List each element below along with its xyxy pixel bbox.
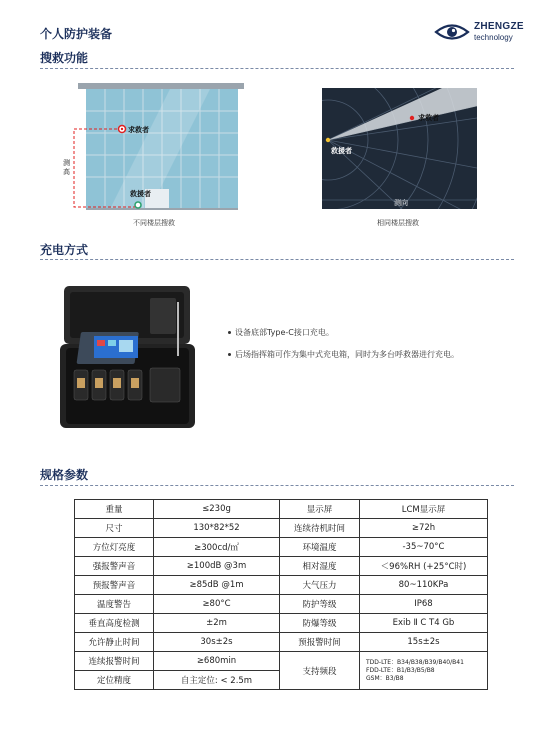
height-measure-label: 测高: [63, 159, 70, 176]
radar-diagram: [322, 88, 477, 209]
target-label: 求救者: [128, 126, 149, 134]
section-divider: [40, 68, 514, 69]
table-row: 强报警声音 ≥100dB @3m 相对湿度 ＜96%RH (+25°C时): [75, 557, 488, 576]
freq-band-values: TDD-LTE：B34/B38/B39/B40/B41 FDD-LTE：B1/B3/B5/B8 GSM：B3/B8: [360, 652, 488, 690]
table-row: 连续报警时间 ≥680min 支持频段 TDD-LTE：B34/B38/B39/B40/B41 FDD-LTE：B1/B3/B5/B8 GSM：B3/B8: [75, 652, 488, 671]
page-title: 个人防护装备: [40, 27, 113, 41]
logo-sub-text: technology: [474, 33, 513, 42]
table-row: 方位灯亮度 ≥300cd/㎡ 环境温度 -35~70°C: [75, 538, 488, 557]
table-row: 垂直高度检测 ±2m 防爆等级 Exib Ⅱ C T4 Gb: [75, 614, 488, 633]
eye-logo-icon: [434, 21, 470, 43]
radar-rescuer-label: 救援者: [331, 147, 352, 155]
section-divider: [40, 259, 514, 260]
radar-target-label: 求救者: [418, 114, 439, 122]
table-row: 预报警声音 ≥85dB @1m 大气压力 80~110KPa: [75, 576, 488, 595]
section-title-charging: 充电方式: [40, 243, 89, 257]
rescuer-label: 救援者: [130, 190, 151, 198]
charging-case-image: [60, 282, 195, 432]
caption-different-floor: 不同楼层搜救: [133, 219, 175, 227]
section-title-search: 搜救功能: [40, 51, 89, 65]
table-row: 温度警告 ≥80°C 防护等级 IP68: [75, 595, 488, 614]
freq-band-label: 支持频段: [280, 652, 360, 690]
spec-table: [74, 499, 488, 690]
building-illustration: [60, 83, 248, 213]
table-row: 允许静止时间 30s±2s 预报警时间 15s±2s: [75, 633, 488, 652]
logo-brand-text: ZHENGZE: [474, 21, 524, 32]
direction-label: 测向: [394, 199, 408, 207]
table-row: 重量 ≤230g 显示屏 LCM显示屏: [75, 500, 488, 519]
section-title-specs: 规格参数: [40, 468, 89, 482]
charging-bullet-1: 设备底部Type-C接口充电。: [228, 327, 334, 338]
building-diagram: [60, 83, 248, 213]
table-row: 尺寸 130*82*52 连续待机时间 ≥72h: [75, 519, 488, 538]
section-divider: [40, 485, 514, 486]
table-row: 定位精度 自主定位: < 2.5m: [75, 671, 488, 690]
brand-logo: [434, 21, 524, 43]
caption-same-floor: 相同楼层搜救: [377, 219, 419, 227]
charging-case-illustration: [60, 282, 195, 432]
charging-bullet-2: 后场指挥箱可作为集中式充电箱，同时为多台呼救器进行充电。: [228, 349, 459, 360]
